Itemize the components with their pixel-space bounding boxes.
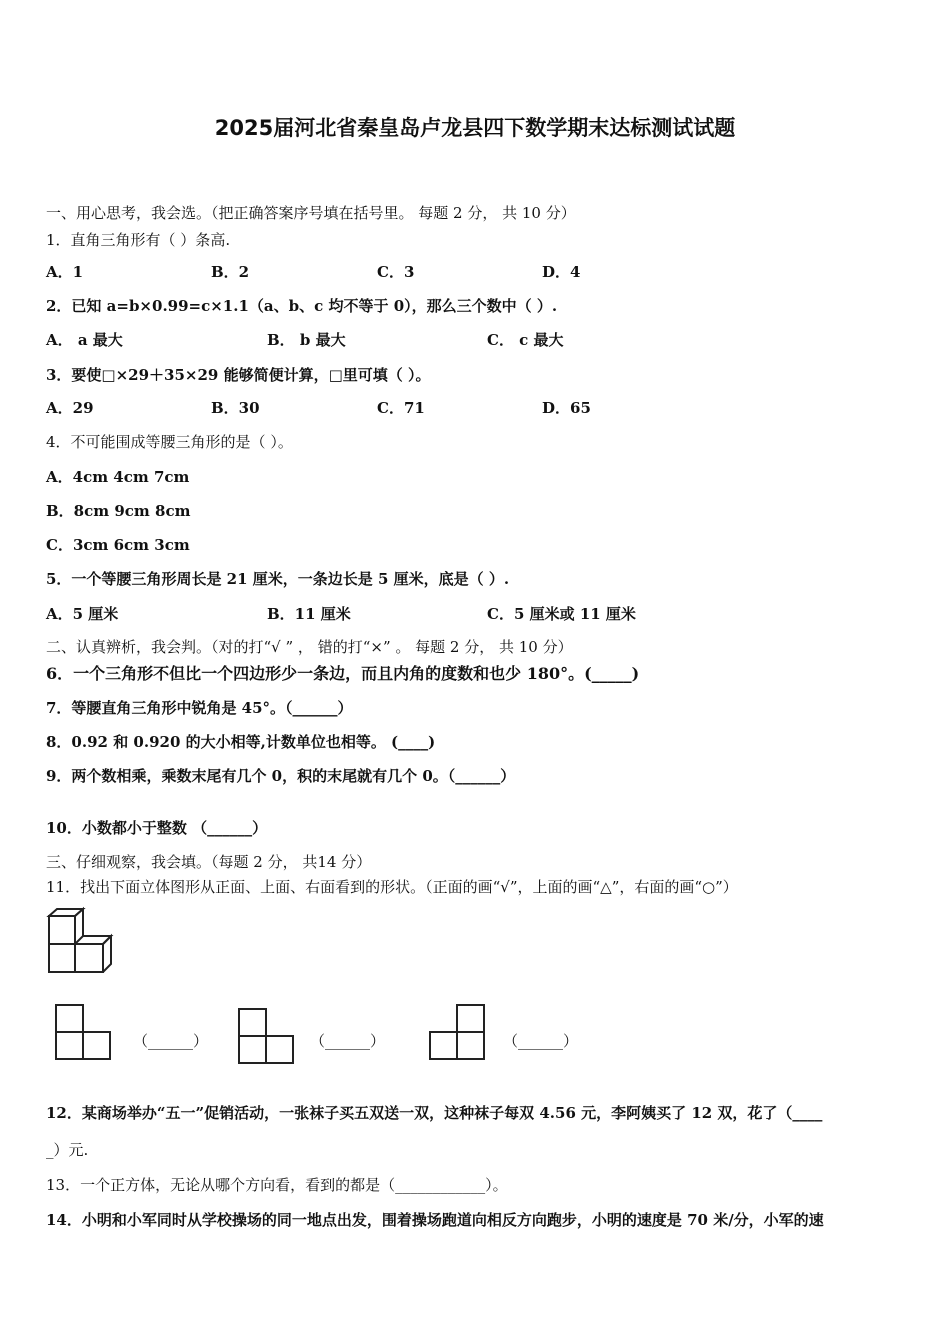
view-option-2-blank[interactable]: （______）	[310, 1032, 386, 1050]
question-7: 7．等腰直角三角形中锐角是 45°。（______）	[46, 699, 353, 717]
view-option-1-figure	[54, 1003, 112, 1061]
question-4: 4．不可能围成等腰三角形的是（ ）。	[46, 433, 293, 451]
question-10: 10．小数都小于整数 （______）	[46, 819, 268, 837]
question-6: 6．一个三角形不但比一个四边形少一条边，而且内角的度数和也少 180°。(_____)	[46, 664, 640, 683]
view-option-3-blank[interactable]: （______）	[503, 1032, 579, 1050]
question-12-line-2: _）元.	[46, 1141, 89, 1159]
q1-option-b: B．2	[211, 263, 250, 281]
q1-option-c: C．3	[377, 263, 415, 281]
q5-option-b: B．11 厘米	[267, 605, 351, 623]
q4-option-a: A．4cm 4cm 7cm	[46, 468, 190, 486]
q4-option-c: C．3cm 6cm 3cm	[46, 536, 190, 554]
question-5: 5．一个等腰三角形周长是 21 厘米，一条边长是 5 厘米，底是（ ）.	[46, 570, 510, 588]
q3-option-a: A．29	[46, 399, 94, 417]
q3-option-c: C．71	[377, 399, 425, 417]
q4-option-b: B．8cm 9cm 8cm	[46, 502, 191, 520]
section-3-header: 三、仔细观察，我会填。（每题 2 分， 共14 分）	[46, 853, 372, 871]
page-title: 2025届河北省秦皇岛卢龙县四下数学期末达标测试试题	[214, 116, 736, 140]
question-12-line-1: 12．某商场举办“五一”促销活动，一张袜子买五双送一双，这种袜子每双 4.56 元，李阿姨买了 12 双，花了（____	[46, 1104, 823, 1122]
view-option-1-blank[interactable]: （______）	[133, 1032, 209, 1050]
section-2-header: 二、认真辨析，我会判。（对的打“√ ” ， 错的打“×” 。 每题 2 分， 共 10 分）	[46, 638, 573, 656]
q5-option-a: A．5 厘米	[46, 605, 119, 623]
q3-option-d: D．65	[542, 399, 591, 417]
question-13: 13．一个正方体，无论从哪个方向看，看到的都是（____________）。	[46, 1176, 508, 1194]
q2-option-c: C． c 最大	[487, 331, 564, 349]
q2-option-b: B． b 最大	[267, 331, 346, 349]
q3-option-b: B．30	[211, 399, 260, 417]
question-2: 2．已知 a=b×0.99=c×1.1（a、b、c 均不等于 0），那么三个数中（ ）.	[46, 297, 558, 315]
q2-option-a: A． a 最大	[46, 331, 123, 349]
view-option-3-figure	[428, 1003, 486, 1061]
question-8: 8．0.92 和 0.920 的大小相等,计数单位也相等。 (____)	[46, 733, 436, 751]
q5-option-c: C．5 厘米或 11 厘米	[487, 605, 636, 623]
question-3: 3．要使□×29＋35×29 能够简便计算，□里可填（ ）。	[46, 366, 431, 384]
cube-stack-figure	[46, 906, 122, 976]
question-11: 11．找出下面立体图形从正面、上面、右面看到的形状。（正面的画“√”，上面的画“△”，右面的画“○”）	[46, 878, 738, 896]
question-14: 14．小明和小军同时从学校操场的同一地点出发，围着操场跑道向相反方向跑步，小明的速度是 70 米/分，小军的速	[46, 1211, 824, 1229]
view-option-2-figure	[237, 1007, 295, 1065]
section-1-header: 一、用心思考，我会选。（把正确答案序号填在括号里。 每题 2 分， 共 10 分）	[46, 204, 576, 222]
question-1: 1．直角三角形有（ ）条高.	[46, 231, 231, 249]
q1-option-a: A．1	[46, 263, 84, 281]
question-9: 9．两个数相乘，乘数末尾有几个 0，积的末尾就有几个 0。（______）	[46, 767, 516, 785]
q1-option-d: D．4	[542, 263, 581, 281]
